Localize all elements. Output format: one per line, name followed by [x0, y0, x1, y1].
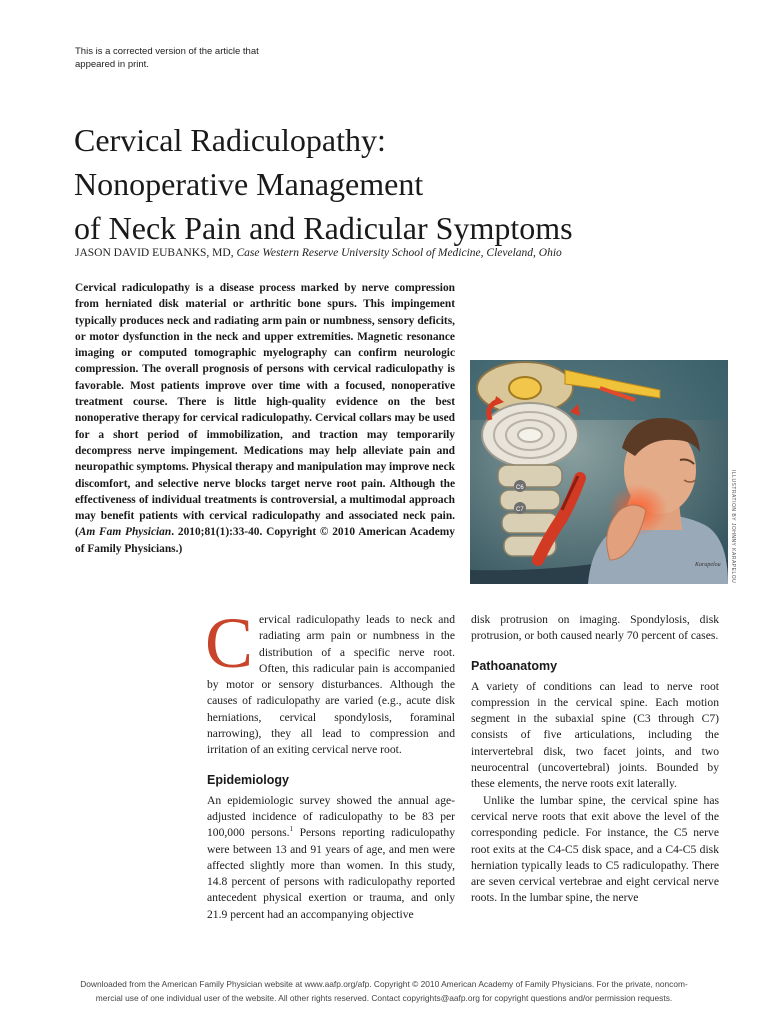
byline: [75, 245, 715, 261]
pathoanatomy-paragraph-1: A variety of conditions can lead to nerve root compression in the cervical spine. Each motion segment in the subaxial spine (C3 through C7) consists of five articulations, including the intervertebral disk, two facet joints, and two neurocentral (uncovertebral) joints. Bounded by these elements, the nerve roots exit laterally.: [471, 679, 719, 791]
neck-pain-illustration: [470, 360, 728, 584]
abstract-body: Cervical radiculopathy is a disease process marked by nerve compression from herniated disk material or arthritic bone spurs. This impingement typically produces neck and radiating arm pain or numbness, sensory deficits, or motor dysfunction in the neck and upper extremities. Magnetic resonance imaging or computed tomographic myelography can confirm neurologic compression. The overall prognosis of persons with cervical radiculopathy is favorable. Most patients improve over time with a focused, nonoperative treatment course. There is little high-quality evidence on the best nonoperative therapy for cervical radiculopathy. Cervical collars may be used for a short period of immobilization, and traction may temporarily decompress nerve impingement. Medications may help alleviate pain and neuropathic symptoms. Physical therapy and manipulation may improve neck discomfort, and selective nerve blocks target nerve root pain. Although the effectiveness of individual treatments is controversial, a multimodal approach may benefit patients with cervical radiculopathy and associated neck pain. (: [75, 282, 455, 539]
epidemiology-text-a: An epidemiologic survey showed the annual age-adjusted incidence of radiculopathy to be 83 per 100,000 persons.: [207, 793, 455, 840]
author-affiliation: Case Western Reserve University School of Medicine, Cleveland, Ohio: [236, 247, 562, 259]
intro-text: ervical radiculopathy leads to neck and radiating arm pain or numbness in the distribution of a specific nerve root. Often, this radicular pain is accompanied by motor or sensory disturbances. Although the causes of radiculopathy are varied (e.g., acute disk herniations, cervical spondylosis, foraminal narrowing), they all lead to compression and irritation of an exiting cervical nerve root.: [207, 613, 455, 757]
epidemiology-text-b: Persons reporting radiculopathy were between 13 and 91 years of age, and men were affected slightly more than women. In this study, 14.8 percent of persons with radiculopathy reported antecedent physical exertion or trauma, and only 21.9 percent had an accompanying objective: [207, 826, 455, 921]
footer-line-2: mercial use of one individual user of the website. All other rights reserved. Contact copyrights@aafp.org for copyright questions and/or permission requests.: [95, 993, 673, 1003]
medical-illustration: [470, 360, 728, 584]
intro-paragraph: [205, 603, 455, 759]
section-heading-epidemiology: Epidemiology: [207, 772, 289, 787]
section-heading-pathoanatomy: Pathoanatomy: [471, 658, 558, 673]
title-line-2: Nonoperative Management: [74, 166, 424, 202]
reference-1: 1: [289, 825, 294, 834]
journal-name: Am Fam Physician: [78, 526, 172, 539]
title-line-1: Cervical Radiculopathy:: [74, 122, 386, 158]
c7-label: C7: [516, 507, 524, 513]
abstract: [75, 280, 455, 557]
pathoanatomy-paragraph-2: Unlike the lumbar spine, the cervical spine has cervical nerve roots that exit above the level of the corresponding pedicle. For instance, the C5 nerve root exits at the C4-C5 disk space, and a C4-C5 disk herniation typically leads to C5 radiculopathy. There are seven cervical vertebrae and eight cervical nerve roots. In the lumbar spine, the nerve: [471, 793, 719, 905]
continuation-paragraph: disk protrusion on imaging. Spondylosis, disk protrusion, or both caused nearly 70 percent of cases.: [471, 613, 719, 643]
body-column-2: [471, 612, 719, 907]
drop-cap: C: [205, 603, 254, 683]
title-line-3: of Neck Pain and Radicular Symptoms: [74, 210, 573, 246]
c6-label: C6: [516, 485, 524, 491]
epidemiology-paragraph: [207, 793, 455, 923]
author-name: JASON DAVID EUBANKS, MD,: [75, 247, 237, 259]
abstract-citation: . 2010;81(1):33-40. Copyright © 2010 American Academy of Family Physicians.): [75, 526, 455, 555]
article-title: [74, 118, 714, 250]
footer-line-1: Downloaded from the American Family Physician website at www.aafp.org/afp. Copyright © 2010 American Academy of Family Physicians. For the private, noncom-: [80, 979, 688, 989]
copyright-footer: [40, 977, 728, 1005]
correction-note: This is a corrected version of the article that appeared in print.: [75, 46, 259, 70]
artist-signature: Karapelou: [695, 562, 721, 568]
illustration-credit: ILLUSTRATION BY JOHNNY KARAPELOU: [730, 470, 736, 584]
body-column-1: [205, 603, 455, 923]
